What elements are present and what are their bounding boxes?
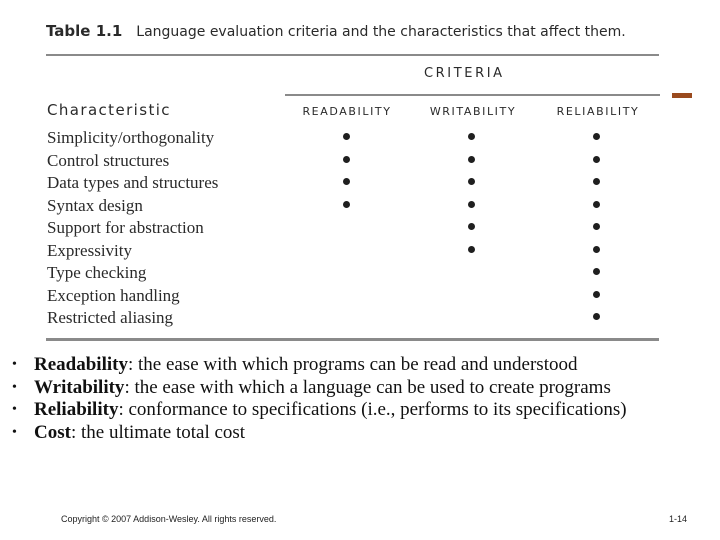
row-label: Type checking xyxy=(47,263,147,282)
bullet-list xyxy=(12,354,712,444)
bullet-text: : the ease with which a language can be used to create programs xyxy=(124,376,611,398)
criteria-dot xyxy=(593,246,600,253)
criteria-dot xyxy=(468,178,475,185)
criteria-dot xyxy=(593,133,600,140)
top-rule xyxy=(46,54,659,56)
criteria-dot xyxy=(468,223,475,230)
bullet-readability xyxy=(12,354,712,377)
row-label: Data types and structures xyxy=(47,173,219,192)
criteria-dot xyxy=(468,156,475,163)
bullet-cost xyxy=(12,422,712,445)
bullet-term: Reliability xyxy=(34,399,119,420)
criteria-dot xyxy=(343,156,350,163)
criteria-dot xyxy=(593,223,600,230)
criteria-dot xyxy=(468,201,475,208)
criteria-dot xyxy=(343,178,350,185)
criteria-header: CRITERIA xyxy=(424,66,505,81)
table-number: Table 1.1 xyxy=(46,22,123,40)
table-caption: Language evaluation criteria and the characteristics that affect them. xyxy=(136,24,626,40)
bullet-mark: • xyxy=(12,357,17,372)
criteria-dot xyxy=(343,133,350,140)
criteria-rule xyxy=(285,94,660,96)
column-header-reliability: RELIABILITY xyxy=(556,105,640,118)
column-header-writability: WRITABILITY xyxy=(429,105,517,118)
row-label: Expressivity xyxy=(47,240,132,260)
footer-copyright: Copyright © 2007 Addison-Wesley. All rights reserved. xyxy=(61,514,277,524)
criteria-dot xyxy=(593,291,600,298)
footer-page-number: 1-14 xyxy=(669,514,688,524)
row-label: Support for abstraction xyxy=(47,218,204,237)
bullet-text: : the ease with which programs can be read and understood xyxy=(127,354,578,375)
criteria-dot xyxy=(593,313,600,320)
bullet-term: Cost xyxy=(34,421,71,443)
row-label: Exception handling xyxy=(47,285,180,305)
bullet-mark: • xyxy=(12,379,17,395)
bullet-mark: • xyxy=(12,424,17,440)
criteria-dot xyxy=(593,201,600,208)
row-label: Control structures xyxy=(47,150,170,170)
table-title xyxy=(46,22,626,40)
criteria-dot xyxy=(468,133,475,140)
bullet-text: : conformance to specifications (i.e., performs to its specifications) xyxy=(118,399,627,420)
criteria-dot xyxy=(468,246,475,253)
accent-bar xyxy=(672,93,692,98)
criteria-dot xyxy=(593,268,600,275)
bullet-mark: • xyxy=(12,402,17,417)
criteria-dot xyxy=(343,201,350,208)
bottom-rule xyxy=(46,338,659,341)
criteria-dot xyxy=(593,156,600,163)
criteria-dot xyxy=(593,178,600,185)
bullet-reliability xyxy=(12,399,712,422)
bullet-text: : the ultimate total cost xyxy=(70,421,246,443)
bullet-term: Readability xyxy=(34,354,128,375)
row-label: Syntax design xyxy=(47,195,143,215)
row-label: Restricted aliasing xyxy=(47,308,174,327)
bullet-term: Writability xyxy=(34,376,125,398)
characteristic-header: Characteristic xyxy=(47,101,171,119)
column-header-readability: READABILITY xyxy=(302,105,392,118)
bullet-writability xyxy=(12,377,712,400)
row-label: Simplicity/orthogonality xyxy=(47,128,215,147)
